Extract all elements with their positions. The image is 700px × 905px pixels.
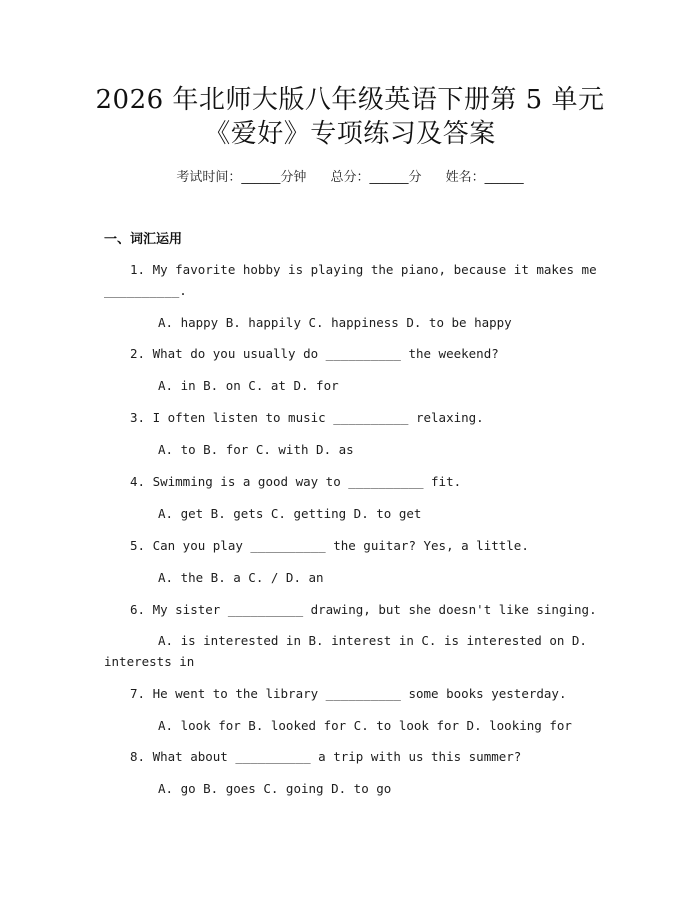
question-6-options-continued: interests in xyxy=(104,654,195,669)
question-3-options: A. to B. for C. with D. as xyxy=(158,442,354,457)
exam-meta xyxy=(0,168,700,188)
question-3-stem: 3. I often listen to music __________ relaxing. xyxy=(130,410,484,425)
document-title-line-2: 《爱好》专项练习及答案 xyxy=(204,119,496,149)
question-8-options: A. go B. goes C. going D. to go xyxy=(158,781,392,796)
document-title-line-1: 2026 年北师大版八年级英语下册第 5 单元 xyxy=(95,85,605,115)
question-6-stem: 6. My sister __________ drawing, but she doesn't like singing. xyxy=(130,602,597,617)
question-1-stem-continued: __________. xyxy=(104,283,187,298)
question-7-stem: 7. He went to the library __________ some books yesterday. xyxy=(130,686,567,701)
exam-time-field: 考试时间：______分钟 xyxy=(176,170,307,185)
question-5-stem: 5. Can you play __________ the guitar? Yes, a little. xyxy=(130,538,529,553)
question-5-options: A. the B. a C. / D. an xyxy=(158,570,324,585)
question-1-options: A. happy B. happily C. happiness D. to be happy xyxy=(158,315,512,330)
question-7-options: A. look for B. looked for C. to look for D. looking for xyxy=(158,718,572,733)
question-8-stem: 8. What about __________ a trip with us this summer? xyxy=(130,749,522,764)
student-name-field: 姓名：______ xyxy=(445,170,524,185)
question-2-stem: 2. What do you usually do __________ the weekend? xyxy=(130,346,499,361)
question-6-options: A. is interested in B. interest in C. is interested on D. xyxy=(158,633,587,648)
question-4-stem: 4. Swimming is a good way to __________ fit. xyxy=(130,474,462,489)
section-heading-vocabulary: 一、词汇运用 xyxy=(104,232,183,247)
question-2-options: A. in B. on C. at D. for xyxy=(158,378,339,393)
question-1-stem: 1. My favorite hobby is playing the piano, because it makes me xyxy=(130,262,597,277)
total-score-field: 总分：______分 xyxy=(330,170,422,185)
question-4-options: A. get B. gets C. getting D. to get xyxy=(158,506,422,521)
